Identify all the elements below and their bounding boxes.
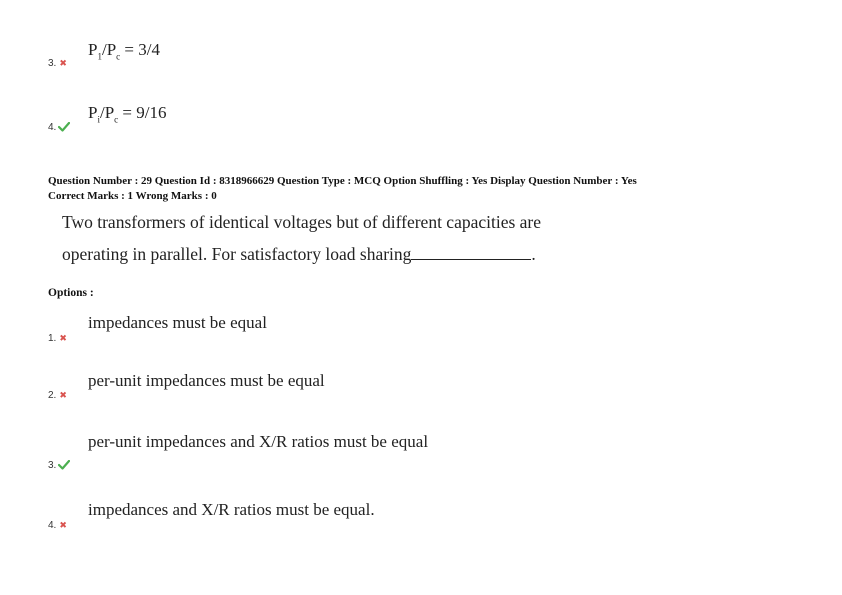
prev-option-3-text: $P_1/P_c = 3/4$ <box>88 40 160 62</box>
option-4-text: impedances and X/R ratios must be equal. <box>88 500 375 519</box>
prev-option-3-number: 3. ✖ <box>48 58 67 69</box>
answer-blank <box>411 245 531 260</box>
question-meta-line2: Correct Marks : 1 Wrong Marks : 0 <box>48 190 217 202</box>
wrong-icon: ✖ <box>59 59 67 69</box>
wrong-icon: ✖ <box>59 521 67 531</box>
wrong-icon: ✖ <box>59 334 67 344</box>
wrong-icon: ✖ <box>59 391 67 401</box>
option-2-text: per-unit impedances must be equal <box>88 371 325 390</box>
option-1-text: impedances must be equal <box>88 313 267 332</box>
option-4-number: 4. ✖ <box>48 520 67 531</box>
options-label: Options : <box>48 287 94 299</box>
option-3-number: 3. <box>48 460 70 471</box>
prev-option-4-number: 4. <box>48 122 70 133</box>
question-text-line2: operating in parallel. For satisfactory load sharing . <box>62 244 536 264</box>
question-text-line1: Two transformers of identical voltages but of different capacities are <box>62 212 542 232</box>
question-meta-line1: Question Number : 29 Question Id : 8318966629 Question Type : MCQ Option Shuffling : Yes Display Question Number : Yes <box>48 175 637 187</box>
option-2-number: 2. ✖ <box>48 390 67 401</box>
option-1-number: 1. ✖ <box>48 333 67 344</box>
option-3-text: per-unit impedances and X/R ratios must be equal <box>88 432 429 451</box>
prev-option-4-text: $P_i/P_c = 9/16$ <box>88 103 167 125</box>
check-icon <box>58 122 70 132</box>
check-icon <box>58 460 70 470</box>
